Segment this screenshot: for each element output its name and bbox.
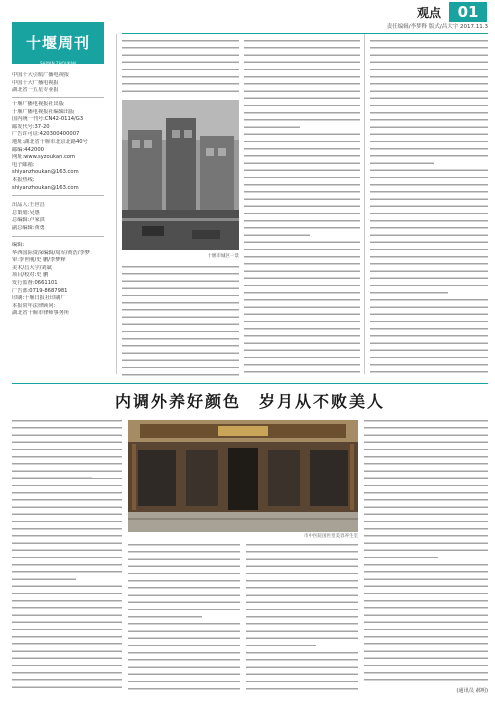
info-line: 编辑: bbox=[12, 242, 25, 248]
info-line: 中国十大广播电视报 bbox=[12, 79, 59, 86]
info-line: 副总编辑:黄勇 bbox=[12, 224, 45, 231]
page-number-badge: 01 bbox=[449, 2, 487, 22]
info-line: 审:李世刚/史 鹏/李梦释 bbox=[12, 257, 66, 264]
story-column-1 bbox=[12, 420, 122, 692]
story-column-3 bbox=[246, 544, 358, 692]
article-column-1-bottom bbox=[122, 266, 239, 376]
editorial-block bbox=[12, 242, 104, 318]
info-line: 出品人:王世昌 bbox=[12, 202, 45, 208]
street-photo-art bbox=[122, 100, 239, 250]
info-divider bbox=[12, 97, 104, 98]
article-column-2 bbox=[244, 40, 360, 376]
info-line: 项目/校对:史 鹏 bbox=[12, 272, 49, 279]
info-line: 总策划:吴惠 bbox=[12, 209, 40, 216]
column-rule bbox=[116, 34, 117, 374]
article-column-1-top bbox=[122, 40, 239, 96]
info-line: 本报热线: bbox=[12, 176, 35, 183]
story-column-4 bbox=[364, 420, 488, 682]
info-line: 邮发代号:37-20 bbox=[12, 123, 50, 130]
info-line: shiyanzhoukan@163.com bbox=[12, 169, 79, 176]
info-line: 本报常年法律顾问: bbox=[12, 302, 56, 309]
info-line: 网址:www.syzoukan.com bbox=[12, 154, 76, 161]
story-divider bbox=[12, 383, 488, 384]
info-line: 华西国际资深编辑/周军/黄浩/李梦 bbox=[12, 249, 90, 256]
info-line: shiyanzhoukan@163.com bbox=[12, 184, 79, 191]
info-line: 湖北省一五星专业报 bbox=[12, 87, 59, 94]
staff-block bbox=[12, 202, 104, 232]
info-line: 邮编:442000 bbox=[12, 146, 44, 153]
info-line: 十堰广播电视报社出版 bbox=[12, 101, 64, 107]
info-divider bbox=[12, 236, 104, 237]
story-headline: 内调外养好颜色 岁月从不败美人 bbox=[114, 392, 385, 411]
info-line: 印刷:十堰日报社印刷厂 bbox=[12, 295, 66, 302]
info-line: 广告许可证:420300400007 bbox=[12, 131, 80, 138]
editor-meta-line: 责任编辑/李梦释 版式/昌大宇 2017.11.3 bbox=[386, 24, 488, 30]
storefront-photo bbox=[128, 420, 358, 532]
info-line: 湖北省十堰市律师事务所 bbox=[12, 310, 70, 317]
masthead-subtitle: SHIYAN ZHOUKAN bbox=[40, 61, 76, 66]
info-line: 总编辑:卢家淇 bbox=[12, 217, 45, 224]
masthead-title: 十堰周刊 bbox=[12, 22, 104, 64]
info-line: 地址:湖北省十堰市北京北路40号 bbox=[12, 138, 88, 145]
info-line: 美术/昌大宇/刘斌 bbox=[12, 264, 52, 271]
story-byline: (通讯员 郝明) bbox=[456, 688, 488, 694]
street-photo-caption: 十堰市城区一景 bbox=[207, 254, 239, 259]
header-rule bbox=[122, 33, 488, 34]
info-line: 国内统一刊号:CN42-0114/G3 bbox=[12, 116, 84, 123]
masthead-info-column bbox=[12, 22, 104, 382]
story-column-2 bbox=[128, 544, 240, 692]
column-rule bbox=[364, 34, 365, 374]
page-header bbox=[0, 0, 495, 22]
article-column-3 bbox=[370, 40, 488, 376]
publication-info-block bbox=[12, 101, 104, 192]
info-line: 广告部:0719-8687981 bbox=[12, 287, 68, 294]
info-line: 十堰广播电视报社编辑出版 bbox=[12, 108, 75, 115]
info-divider bbox=[12, 195, 104, 196]
storefront-photo-art bbox=[128, 420, 358, 532]
storefront-caption: 市中医院国医堂美容养生室 bbox=[304, 534, 358, 539]
info-line: 中国十大引航广播电视报 bbox=[12, 72, 70, 78]
section-title: 观点 bbox=[416, 6, 441, 20]
info-line: 发行监督:0661101 bbox=[12, 279, 58, 286]
street-photo bbox=[122, 100, 239, 250]
honors-block bbox=[12, 72, 104, 95]
info-line: 电子邮箱: bbox=[12, 161, 35, 168]
